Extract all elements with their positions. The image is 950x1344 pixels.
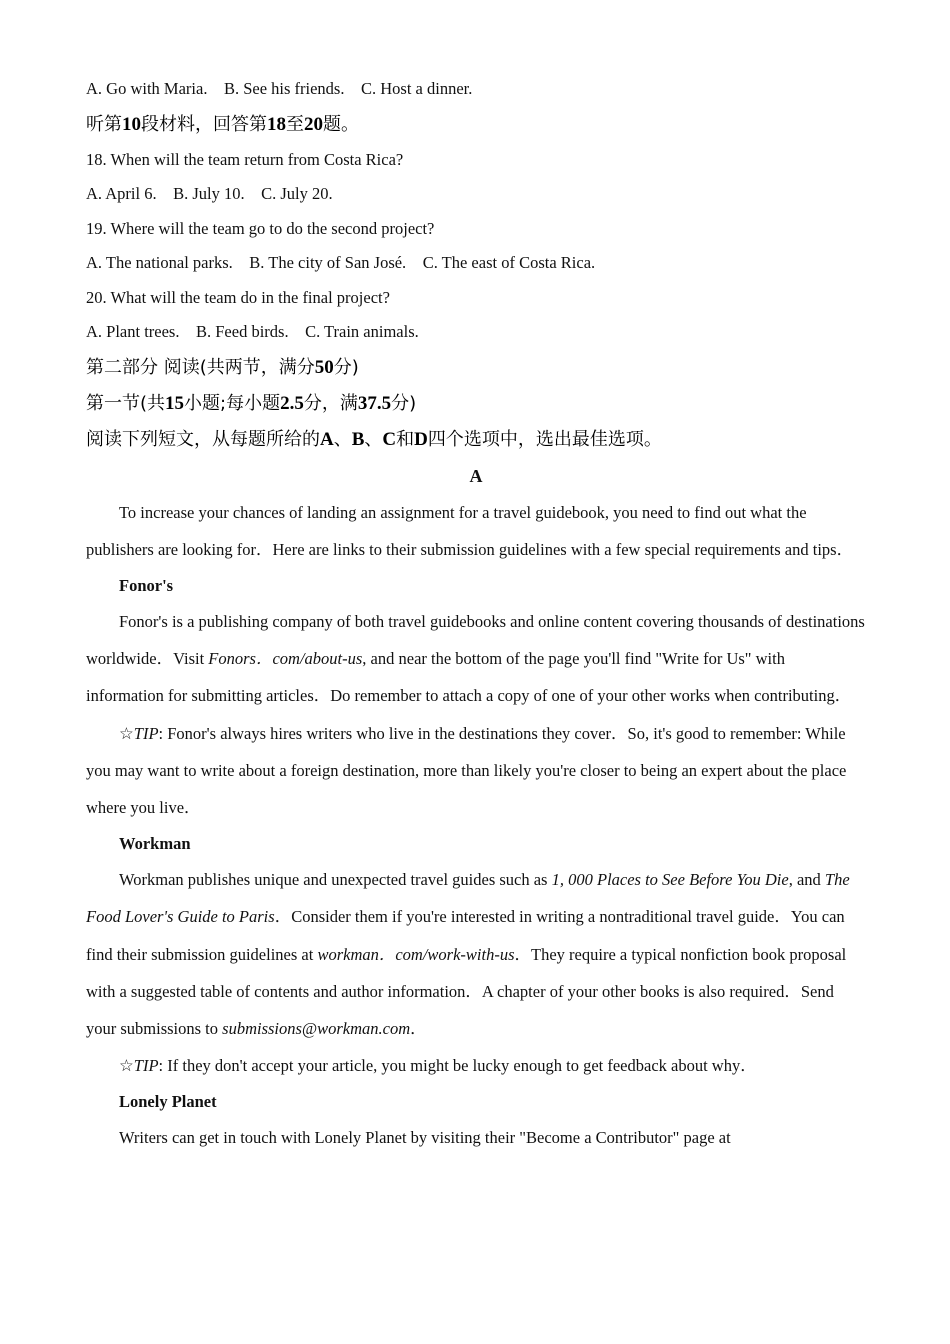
passage-label: A	[469, 465, 483, 486]
q19-options: A. The national parks. B. The city of San José. C. The east of Costa Rica.	[86, 253, 596, 272]
document-page	[86, 72, 866, 1157]
option-c: C. Host a dinner.	[360, 79, 473, 98]
option-a: A. Go with Maria.	[86, 79, 208, 98]
q20-options: A. Plant trees. B. Feed birds. C. Train animals.	[86, 322, 419, 341]
workman-email-text: submissions@workman.com	[222, 1018, 411, 1038]
option-b: B. See his friends.	[223, 79, 345, 98]
fonors-link-text: Fonors．com/about-us	[208, 649, 363, 669]
workman-link-text: workman．com/work-with-us	[317, 944, 515, 964]
lonely-planet-paragraph: Writers can get in touch with Lonely Planet by visiting their "Become a Contributor" page at	[119, 1128, 731, 1148]
reading-instruction: 阅读下列短文，从每题所给的A、B、C和D四个选项中，选出最佳选项。	[86, 428, 662, 450]
q18-options: A. April 6. B. July 10. C. July 20.	[86, 184, 333, 203]
fonors-heading: Fonor's	[119, 575, 174, 595]
section10-instruction: 听第10段材料，回答第18至20题。	[86, 113, 359, 135]
question-20: 20. What will the team do in the final project?	[86, 287, 390, 307]
workman-tip: ☆TIP: If they don't accept your article, you might be lucky enough to get feedback about why．	[119, 1056, 757, 1076]
question-19: 19. Where will the team go to do the second project?	[86, 218, 435, 238]
question-18: 18. When will the team return from Costa Rica?	[86, 149, 404, 169]
fonors-tip: ☆TIP: Fonor's always hires writers who live in the destinations they cover．So, it's good to remember: While you may want to write about a foreign destination, more than likely you're closer to being an expert about the place where you live．	[86, 723, 847, 817]
q17-options	[86, 72, 866, 107]
lonely-planet-heading: Lonely Planet	[119, 1092, 217, 1112]
section1-heading: 第一节(共15小题;每小题2.5分，满37.5分)	[86, 392, 417, 414]
intro-paragraph: To increase your chances of landing an assignment for a travel guidebook, you need to find out what the publishers are looking for．Here are links to their submission guidelines with a few special requirements and tips．	[86, 502, 854, 559]
star-icon: ☆	[119, 1056, 134, 1076]
star-icon: ☆	[119, 723, 134, 743]
workman-heading: Workman	[119, 834, 191, 854]
workman-paragraph: Workman publishes unique and unexpected travel guides such as 1, 000 Places to See Before You Die, and The Food Lover's Guide to Paris．Consider them if you're interested in writing a nontraditional travel guide．You can find their submission guidelines at workman．com/work-with-us．They require a typical nonfiction book proposal with a suggested table of contents and author information．A chapter of your other books is also required．Send your submissions to submissions@workman.com．	[86, 870, 850, 1038]
fonors-paragraph: Fonor's is a publishing company of both travel guidebooks and online content covering thousands of destinations worldwide．Visit Fonors．com/about-us, and near the bottom of the page you'll find "Write for Us" with information for submitting articles．Do remember to attach a copy of one of your other works when contributing．	[86, 611, 865, 706]
part2-heading: 第二部分 阅读(共两节，满分50分)	[86, 356, 359, 378]
